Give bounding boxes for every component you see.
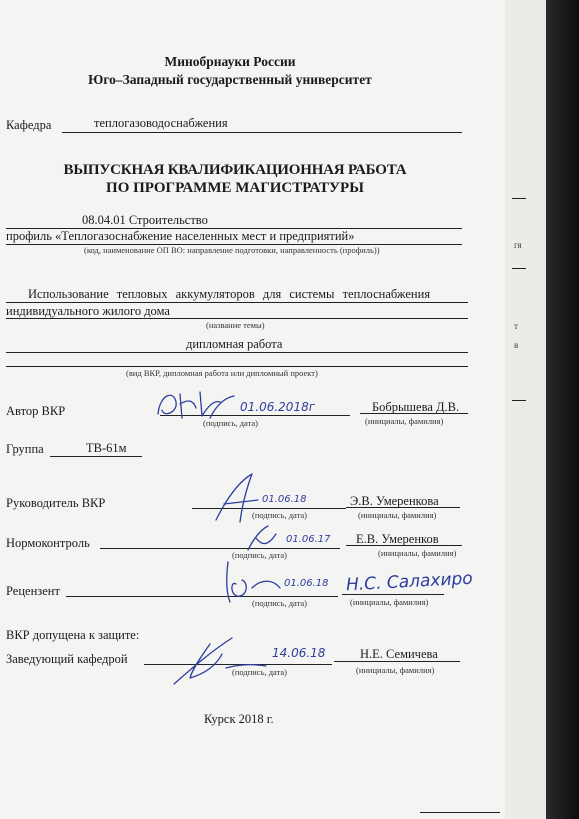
reviewer-sign-date: 01.06.18 <box>284 578 329 589</box>
doc-title-line1: ВЫПУСКНАЯ КВАЛИФИКАЦИОННАЯ РАБОТА <box>63 162 407 178</box>
author-name: Бобрышева Д.В. <box>372 400 460 414</box>
normcontrol-sign-caption: (подпись, дата) <box>232 550 288 560</box>
edge-dash-3 <box>512 400 526 401</box>
head-sign-caption: (подпись, дата) <box>232 667 288 677</box>
topic-underline-1 <box>6 302 468 303</box>
scan-edge-strip <box>505 0 546 819</box>
supervisor-name-caption: (инициалы, фамилия) <box>358 510 437 520</box>
work-type-underline <box>6 352 468 353</box>
work-type-caption: (вид ВКР, дипломная работа или дипломный проект) <box>126 368 318 378</box>
direction-caption: (код, наименование ОП ВО: направление подготовки, направленность (профиль)) <box>84 245 380 255</box>
group-value: ТВ-61м <box>86 441 127 455</box>
topic-line1: Использование тепловых аккумуляторов для системы теплоснабжения <box>28 287 431 301</box>
author-sign-caption: (подпись, дата) <box>203 418 259 428</box>
author-label: Автор ВКР <box>6 404 66 418</box>
direction-profile: профиль «Теплогазоснабжение населенных мест и предприятий» <box>6 229 355 243</box>
normcontrol-name-caption: (инициалы, фамилия) <box>378 548 457 558</box>
supervisor-sign-date: 01.06.18 <box>262 494 307 505</box>
group-label: Группа <box>6 442 44 456</box>
reviewer-name-line <box>342 594 444 595</box>
author-sign-date: 01.06.2018г <box>240 400 316 414</box>
normcontrol-sign-date: 01.06.17 <box>286 534 331 545</box>
head-name-line <box>334 661 460 662</box>
head-name-caption: (инициалы, фамилия) <box>356 665 435 675</box>
supervisor-label: Руководитель ВКР <box>6 496 106 510</box>
reviewer-name-caption: (инициалы, фамилия) <box>350 597 429 607</box>
reviewer-label: Рецензент <box>6 584 60 598</box>
ministry-line: Минобрнауки России <box>164 54 296 69</box>
department-value: теплогазоводоснабжения <box>94 116 228 130</box>
head-of-department-label: Заведующий кафедрой <box>6 652 128 666</box>
head-sign-date: 14.06.18 <box>272 646 326 660</box>
city-year: Курск 2018 г. <box>204 712 274 726</box>
work-type-underline-2 <box>6 366 468 367</box>
supervisor-name-line <box>346 507 460 508</box>
department-underline <box>62 132 462 133</box>
edge-dash-1 <box>512 198 526 199</box>
edge-mark-2: т <box>514 321 518 331</box>
normcontrol-name: Е.В. Умеренков <box>356 532 439 546</box>
topic-line2: индивидуального жилого дома <box>6 304 170 318</box>
author-name-caption: (инициалы, фамилия) <box>365 416 444 426</box>
head-signature <box>170 630 270 688</box>
admission-text: ВКР допущена к защите: <box>6 628 140 642</box>
doc-title-line2: ПО ПРОГРАММЕ МАГИСТРАТУРЫ <box>106 180 364 196</box>
author-name-line <box>360 413 468 414</box>
group-underline <box>50 456 142 457</box>
direction-code: 08.04.01 Строительство <box>82 213 208 227</box>
supervisor-sign-caption: (подпись, дата) <box>252 510 308 520</box>
scanner-border <box>546 0 579 819</box>
reviewer-sign-caption: (подпись, дата) <box>252 598 308 608</box>
edge-mark-3: в <box>514 340 519 350</box>
university-line: Юго–Западный государственный университет <box>88 72 372 87</box>
normcontrol-sign-line <box>100 548 340 549</box>
edge-mark-1: гя <box>514 240 522 250</box>
topic-caption: (название темы) <box>206 320 265 330</box>
bottom-edge-dash <box>420 812 500 813</box>
edge-dash-2 <box>512 268 526 269</box>
normcontrol-label: Нормоконтроль <box>6 536 90 550</box>
supervisor-name: Э.В. Умеренкова <box>350 494 439 508</box>
normcontrol-name-line <box>346 545 462 546</box>
reviewer-name-handwritten: Н.С. Салахиро <box>345 568 474 596</box>
work-type-value: дипломная работа <box>186 337 283 351</box>
department-label: Кафедра <box>6 118 52 132</box>
head-name: Н.Е. Семичева <box>360 647 438 661</box>
reviewer-sign-line <box>66 596 338 597</box>
